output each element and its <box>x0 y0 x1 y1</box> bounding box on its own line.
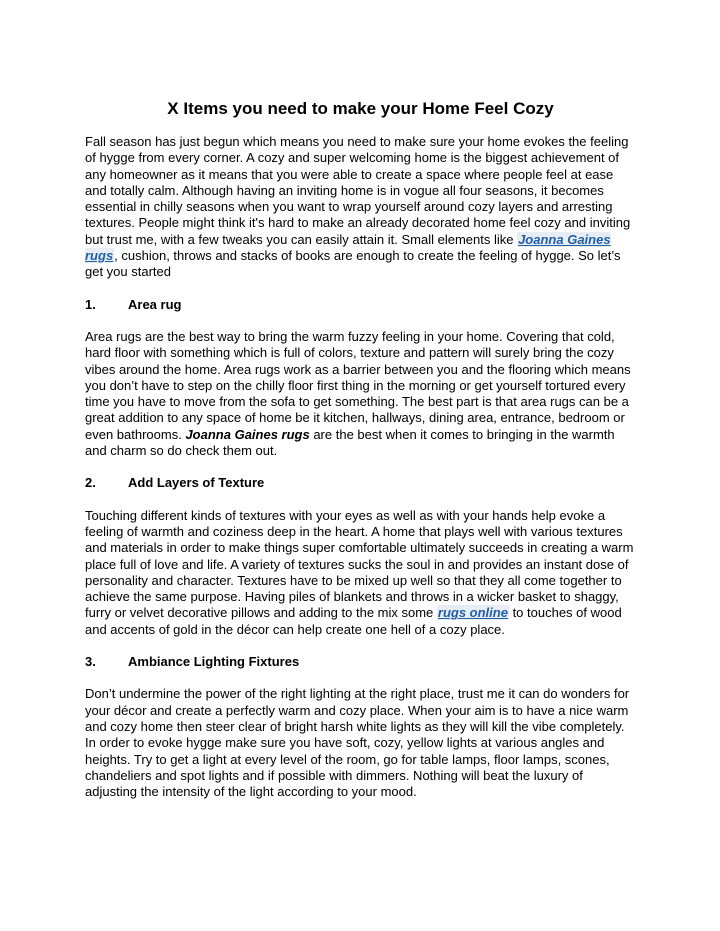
texture-paragraph <box>85 508 636 638</box>
section-number: 1. <box>85 296 96 312</box>
intro-text-start: Fall season has just begun which means you need to make sure your home evokes the feeling of hygge from every corner. A cozy and super welcoming home is the biggest achievement of any homeowner as it means that you were able to create a space where people feel at ease and totally calm. Although having an inviting home is in vogue all four seasons, it becomes essential in chilly seasons when you want to wrap yourself around cozy layers and arresting textures. People might think it's hard to make an already decorated home feel cozy and inviting but trust me, with a few tweaks you can easily attain it. Small elements like <box>85 134 631 247</box>
area-rug-paragraph <box>85 329 636 459</box>
section-number: 3. <box>85 654 96 670</box>
section-number: 2. <box>85 475 96 491</box>
section-heading-lighting <box>85 654 636 670</box>
texture-text-start: Touching different kinds of textures with your eyes as well as with your hands help evoke a feeling of warmth and coziness deep in the heart. A home that plays well with various textures and materials in order to make things super comfortable ultimately succeeds in creating a warm place full of love and life. A variety of textures sucks the soul in and provides an instant dose of personality and character. Textures have to be mixed up well so that they all come together to achieve the same purpose. Having piles of blankets and throws in a wicker basket to shaggy, furry or velvet decorative pillows and adding to the mix some <box>85 507 634 621</box>
section-heading-texture <box>85 475 636 491</box>
texture-text-end: to touches of wood and accents of gold in the décor can help create one hell of a cozy place. <box>85 605 622 637</box>
area-rug-text-end: are the best when it comes to bringing in the warmth and charm so do check them out. <box>85 426 615 459</box>
area-rug-text-start: Area rugs are the best way to bring the warm fuzzy feeling in your home. Covering that cold, hard floor with something which is full of colors, texture and pattern will surely bring the cozy vibes around the home. Area rugs work as a barrier between you and the flooring which means you don’t have to step on the chilly floor first thing in the morning or get yourself tortured every time you have to move from the sofa to get something. The best part is that area rugs can be a great addition to any space of home be it kitchen, hallways, dining area, entrance, bedroom or even bathrooms. <box>85 328 631 442</box>
rugs-online-link[interactable]: rugs online <box>437 605 508 621</box>
intro-paragraph <box>85 134 636 281</box>
intro-text-end: , cushion, throws and stacks of books are enough to create the feeling of hygge. So let’s get you started <box>85 248 621 280</box>
section-title: Area rug <box>128 296 182 312</box>
lighting-paragraph: Don’t undermine the power of the right lighting at the right place, trust me it can do wonders for your décor and create a perfectly warm and cozy place. When your aim is to have a nice warm and cozy home then steer clear of bright harsh white lights as they will kill the vibe completely. In order to evoke hygge make sure you have soft, cozy, yellow lights at various angles and heights. Try to get a light at every level of the room, go for table lamps, floor lamps, scones, chandeliers and spot lights and if possible with dimmers. Nothing will beat the luxury of adjusting the intensity of the light according to your mood. <box>85 686 630 800</box>
section-title: Add Layers of Texture <box>128 475 265 491</box>
page-title: X Items you need to make your Home Feel Cozy <box>167 99 554 118</box>
section-heading-area-rug <box>85 297 636 313</box>
joanna-gaines-rugs-emphasis: Joanna Gaines rugs <box>185 426 310 442</box>
joanna-gaines-rugs-link[interactable]: Joanna Gaines rugs <box>85 231 611 264</box>
section-title: Ambiance Lighting Fixtures <box>128 654 300 670</box>
